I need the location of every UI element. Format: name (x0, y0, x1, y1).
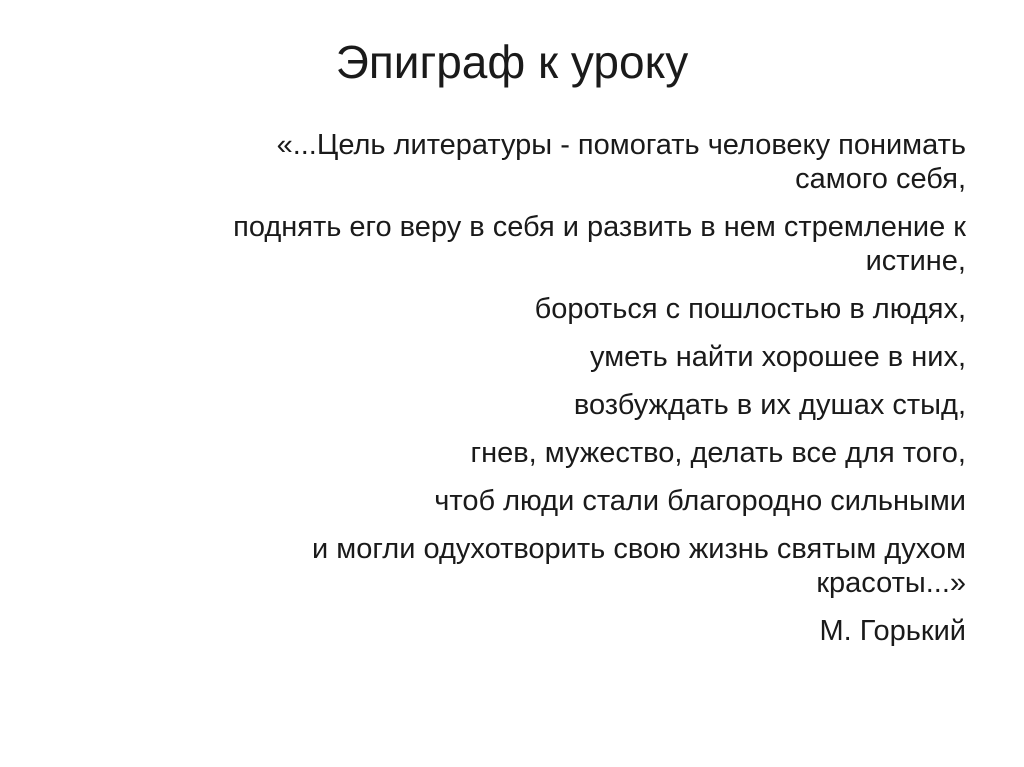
quote-line: гнев, мужество, делать все для того, (470, 437, 966, 469)
epigraph-quote (60, 128, 966, 648)
quote-line: поднять его веру в себя и развить в нем стремление к (233, 211, 966, 243)
quote-line: бороться с пошлостью в людях, (534, 293, 966, 325)
quote-line: истине, (865, 245, 966, 277)
quote-line: чтоб люди стали благородно сильными (434, 485, 966, 517)
quote-line: уметь найти хорошее в них, (590, 341, 966, 373)
quote-line: возбуждать в их душах стыд, (573, 389, 966, 421)
quote-author: М. Горький (819, 615, 966, 647)
quote-line: и могли одухотворить свою жизнь святым духом (312, 533, 966, 565)
quote-line: красоты...» (816, 567, 966, 599)
quote-line: самого себя, (795, 163, 966, 195)
slide-title: Эпиграф к уроку (335, 36, 689, 88)
quote-line: «...Цель литературы - помогать человеку понимать (276, 129, 966, 161)
